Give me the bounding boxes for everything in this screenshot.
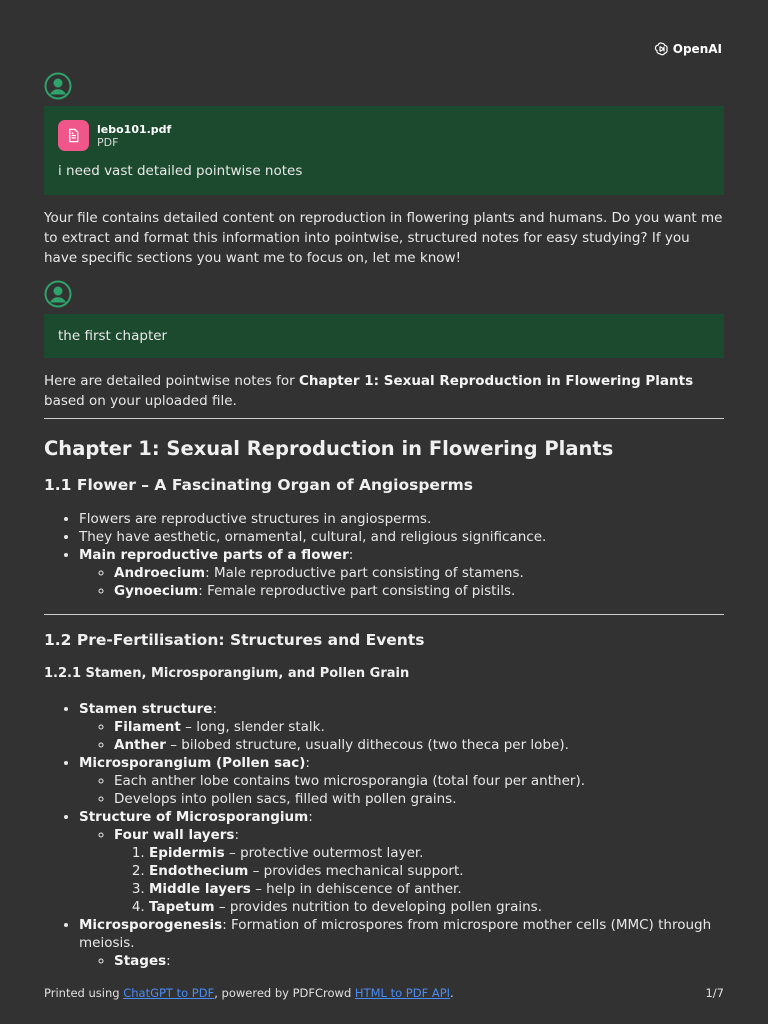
footer-text: , powered by PDFCrowd	[214, 986, 355, 1000]
list-item	[149, 844, 724, 862]
document-icon	[58, 120, 89, 151]
item-text: – bilobed structure, usually dithecous (two theca per lobe).	[165, 737, 569, 753]
file-name: lebo101.pdf	[97, 122, 172, 136]
openai-icon	[654, 41, 670, 57]
user-avatar-icon	[44, 280, 72, 308]
brand-name: OpenAI	[672, 42, 722, 56]
chatgpt-to-pdf-link[interactable]: ChatGPT to PDF	[123, 986, 215, 1000]
list-item	[79, 808, 724, 916]
item-bold: Stages	[114, 953, 167, 969]
item-bold: Gynoecium	[114, 583, 199, 599]
user-avatar-icon	[44, 72, 72, 100]
divider	[44, 418, 724, 419]
list-item	[114, 718, 724, 736]
item-bold: Structure of Microsporangium	[79, 809, 309, 825]
item-text: :	[166, 953, 171, 969]
user-message-text: the first chapter	[58, 328, 168, 344]
assistant-intro	[44, 371, 724, 411]
item-text: :	[308, 809, 313, 825]
item-text: :	[212, 701, 218, 717]
intro-suffix: based on your uploaded file.	[44, 393, 237, 409]
bullet-list	[44, 510, 724, 600]
item-bold: Anther	[114, 737, 166, 753]
numbered-list	[114, 844, 724, 916]
item-bold: Filament	[114, 719, 181, 735]
item-bold: Middle layers	[149, 881, 251, 897]
assistant-message-1: Your file contains detailed content on reproduction in flowering plants and humans. Do you want me to extract and format this information into pointwise, structured notes for easy studying? If you have specific sections you want me to focus on, let me know!	[44, 210, 723, 266]
item-text: : Male reproductive part consisting of stamens.	[205, 565, 524, 581]
list-item: ◦ Develops into pollen sacs, filled with pollen grains.	[114, 790, 724, 808]
item-text: :	[305, 755, 310, 771]
list-item: • Flowers are reproductive structures in angiosperms.	[79, 510, 724, 528]
list-item	[79, 754, 724, 808]
item-bold: Four wall layers	[114, 827, 235, 843]
item-text: – protective outermost layer.	[224, 845, 424, 861]
list-item	[114, 582, 724, 600]
intro-prefix: Here are detailed pointwise notes for	[44, 373, 299, 389]
item-bold: Tapetum	[149, 899, 215, 915]
divider	[44, 614, 724, 615]
list-item	[79, 700, 724, 754]
list-item	[114, 826, 724, 916]
bullet-list	[44, 700, 724, 970]
chapter-title: Chapter 1: Sexual Reproduction in Flowering Plants	[44, 437, 614, 460]
section-1-2	[44, 631, 724, 970]
item-text: – help in dehiscence of anther.	[250, 881, 462, 897]
html-to-pdf-api-link[interactable]: HTML to PDF API	[354, 986, 451, 1000]
list-item	[79, 916, 724, 970]
footer-text: .	[450, 986, 454, 1000]
sub-list	[79, 952, 724, 970]
conversation	[44, 72, 724, 970]
list-item	[79, 546, 724, 600]
item-bold: Main reproductive parts of a flower	[79, 547, 349, 563]
list-item	[114, 564, 724, 582]
item-bold: Epidermis	[149, 845, 225, 861]
item-text: : Female reproductive part consisting of pistils.	[198, 583, 516, 599]
footer-text: Printed using	[44, 986, 124, 1000]
sub-list	[79, 826, 724, 916]
item-bold: Microsporangium (Pollen sac)	[79, 755, 306, 771]
footer-credit	[44, 986, 454, 1000]
page-footer	[44, 986, 724, 1000]
user-message-2	[44, 314, 724, 358]
item-bold: Microsporogenesis	[79, 917, 223, 933]
openai-logo	[654, 41, 722, 57]
section-title: 1.1 Flower – A Fascinating Organ of Angiosperms	[44, 476, 473, 494]
intro-bold: Chapter 1: Sexual Reproduction in Flowering Plants	[298, 373, 694, 389]
user-message-1	[44, 106, 724, 195]
item-text: :	[234, 827, 239, 843]
section-1-1	[44, 476, 724, 600]
list-item	[149, 898, 724, 916]
item-text: : Formation of microspores from microspore mother cells (MMC) through meiosis.	[79, 917, 712, 951]
item-bold: Stamen structure	[79, 701, 213, 717]
sub-list	[79, 772, 724, 808]
list-item	[149, 880, 724, 898]
file-type: PDF	[97, 135, 119, 149]
item-bold: Endothecium	[149, 863, 249, 879]
item-text: – provides mechanical support.	[248, 863, 464, 879]
sub-list	[79, 564, 724, 600]
item-text: – long, slender stalk.	[180, 719, 325, 735]
item-text: – provides nutrition to developing pollen grains.	[214, 899, 543, 915]
list-item	[114, 736, 724, 754]
list-item: ◦ Each anther lobe contains two microsporangia (total four per anther).	[114, 772, 724, 790]
file-attachment[interactable]	[58, 120, 710, 151]
list-item	[114, 952, 724, 970]
user-message-text: i need vast detailed pointwise notes	[58, 163, 303, 179]
item-text: :	[348, 547, 354, 563]
item-bold: Androecium	[114, 565, 206, 581]
section-title: 1.2 Pre-Fertilisation: Structures and Events	[44, 631, 425, 649]
subsection-title: 1.2.1 Stamen, Microsporangium, and Pollen Grain	[44, 666, 410, 681]
sub-list	[79, 718, 724, 754]
list-item	[149, 862, 724, 880]
list-item: • They have aesthetic, ornamental, cultural, and religious significance.	[79, 528, 724, 546]
page-number: 1/7	[705, 986, 724, 1000]
